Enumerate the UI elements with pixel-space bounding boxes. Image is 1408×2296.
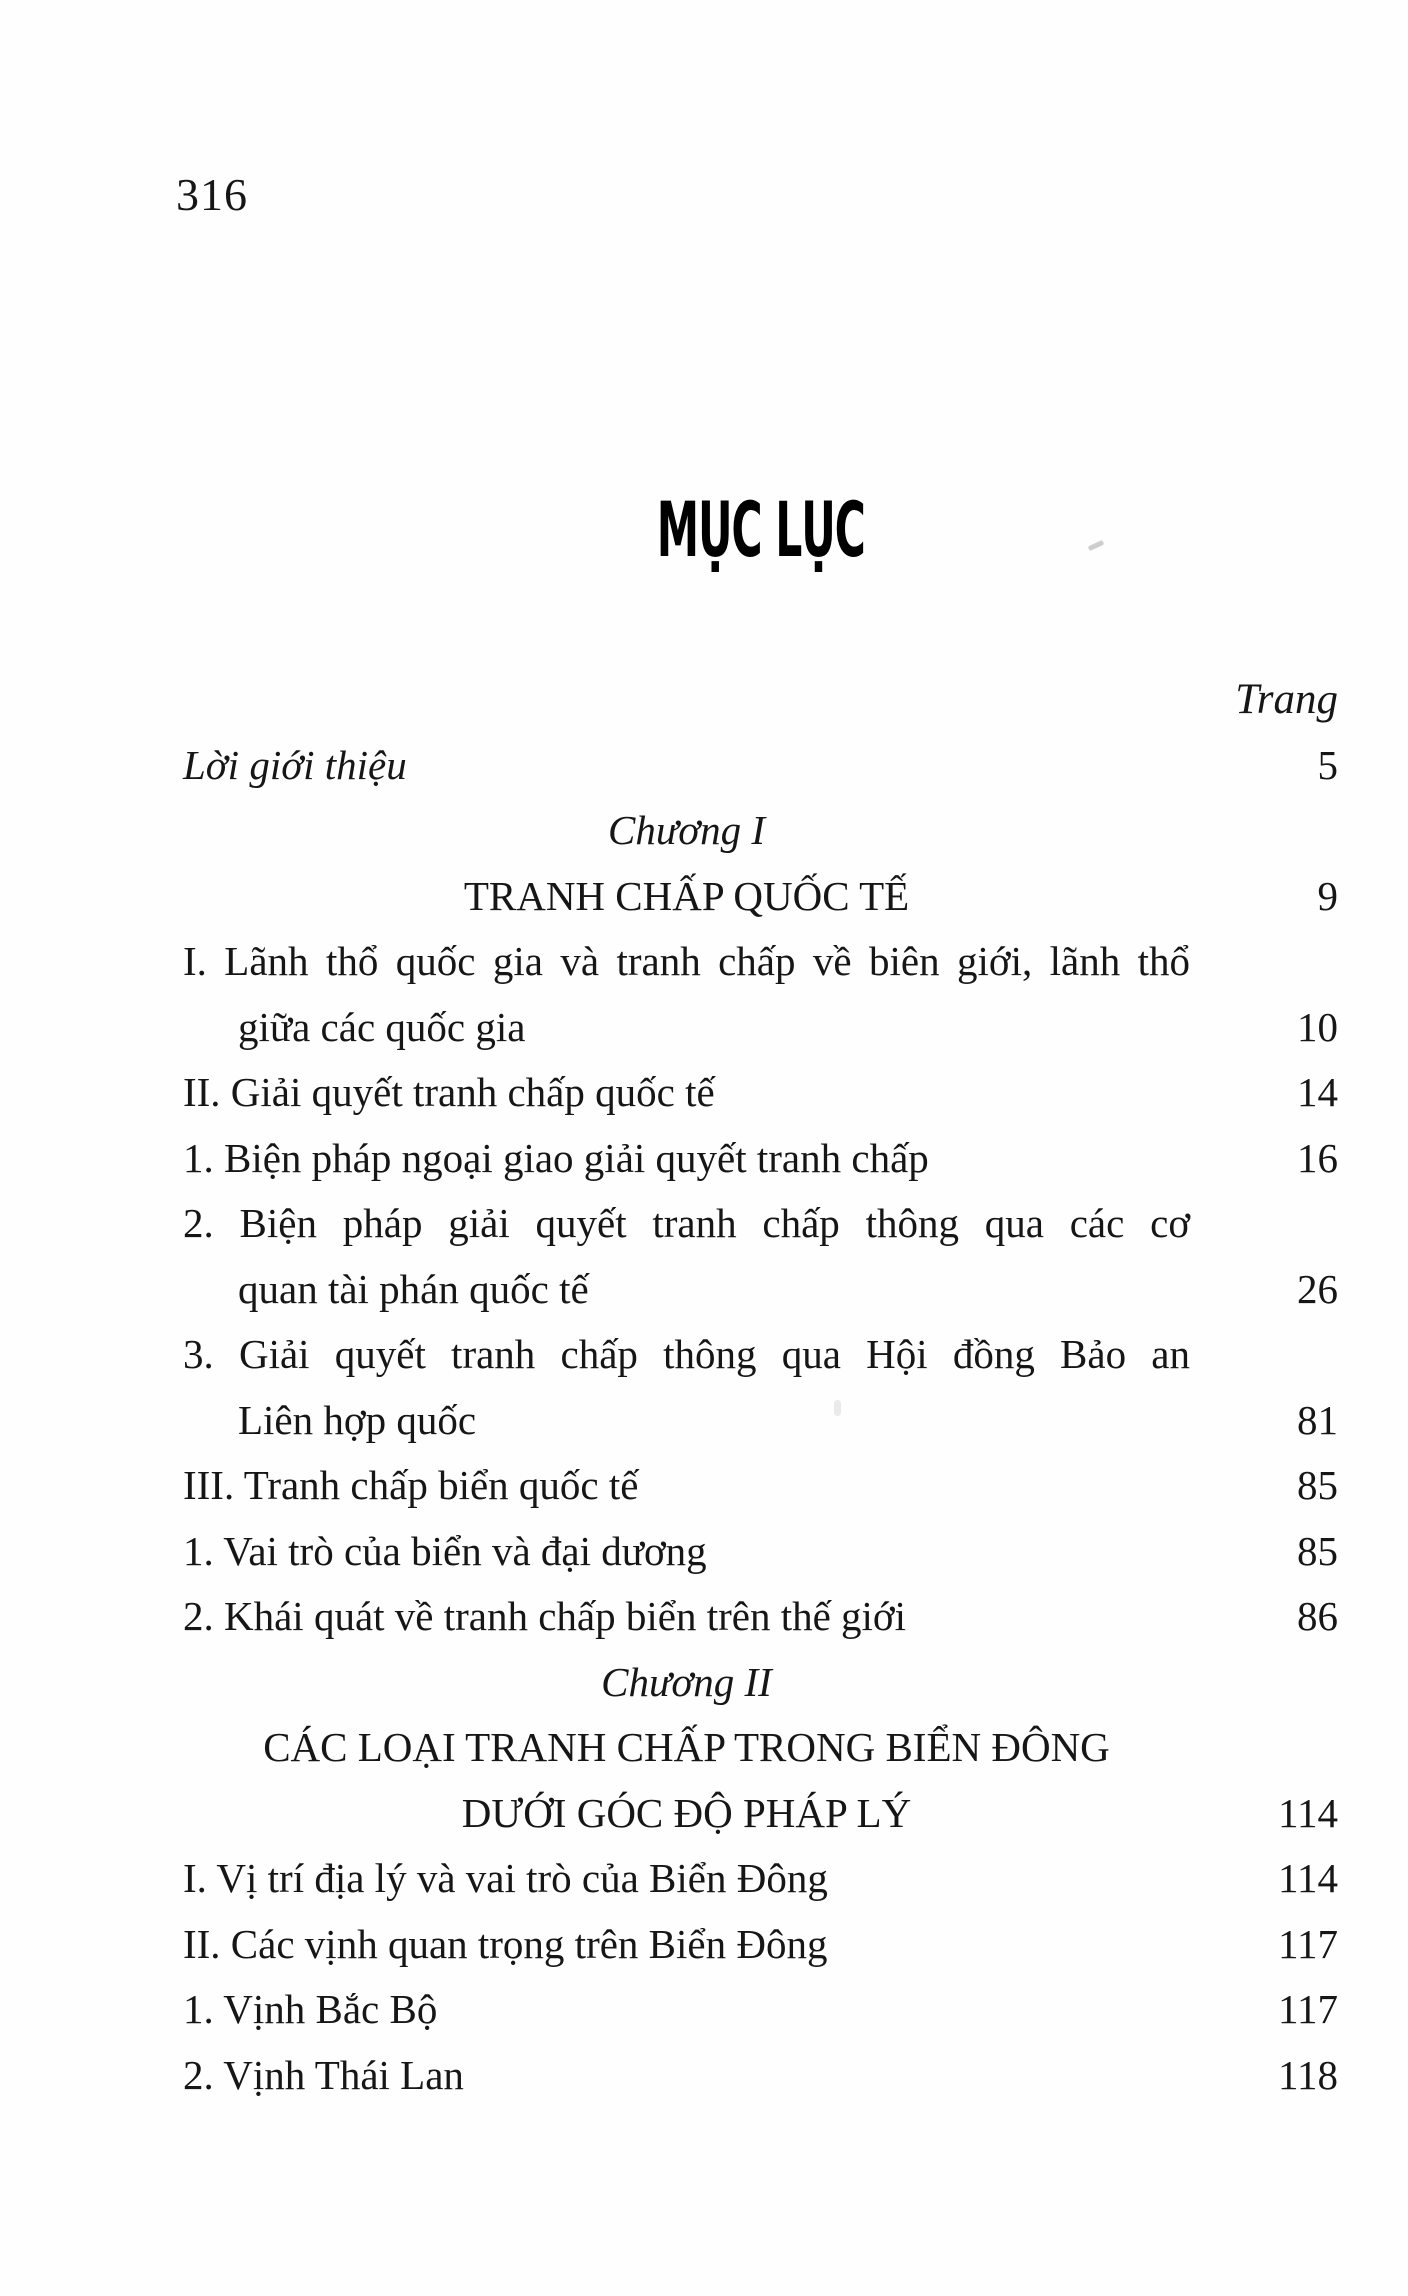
toc-list xyxy=(183,732,1338,2108)
toc-row xyxy=(183,1060,1338,1126)
toc-row xyxy=(183,1846,1338,1912)
toc-entry-page: 5 xyxy=(1317,741,1338,788)
toc-row xyxy=(183,1715,1338,1781)
toc-row xyxy=(183,1518,1338,1584)
toc-entry-page: 10 xyxy=(1297,1003,1338,1050)
toc-row xyxy=(183,1322,1338,1388)
toc-entry-page: 85 xyxy=(1297,1462,1338,1509)
toc-entry-text: quan tài phán quốc tế xyxy=(238,1265,589,1312)
toc-entry-page: 26 xyxy=(1297,1265,1338,1312)
toc-entry-text: II. Giải quyết tranh chấp quốc tế xyxy=(183,1069,715,1116)
toc-entry-page: 9 xyxy=(1317,872,1338,919)
toc-entry-text: 2. Khái quát về tranh chấp biển trên thế giới xyxy=(183,1593,907,1640)
toc-entry-text: Lời giới thiệu xyxy=(183,741,407,788)
toc-entry-text: Chương I xyxy=(608,807,765,854)
toc-entry-text: Chương II xyxy=(601,1658,772,1705)
toc-entry-text: II. Các vịnh quan trọng trên Biển Đông xyxy=(183,1920,828,1967)
toc-entry-text: 3. Giải quyết tranh chấp thông qua Hội đồng Bảo an xyxy=(183,1331,1190,1378)
toc-entry-text: I. Vị trí địa lý và vai trò của Biển Đông xyxy=(183,1855,828,1902)
toc-entry-text: 2. Biện pháp giải quyết tranh chấp thông qua các cơ xyxy=(183,1200,1190,1247)
toc-entry-text: 1. Biện pháp ngoại giao giải quyết tranh chấp xyxy=(183,1134,929,1181)
toc-entry-text: Liên hợp quốc xyxy=(238,1396,477,1443)
toc-row xyxy=(183,1977,1338,2043)
toc-entry-text: III. Tranh chấp biển quốc tế xyxy=(183,1462,639,1509)
toc-entry-page: 114 xyxy=(1278,1855,1338,1902)
toc-entry-text: 1. Vịnh Bắc Bộ xyxy=(183,1986,438,2033)
toc-row xyxy=(183,1453,1338,1519)
folio-page-number: 316 xyxy=(176,169,248,220)
toc-row xyxy=(183,1584,1338,1650)
toc-row xyxy=(183,1649,1338,1715)
toc-row xyxy=(183,1125,1338,1191)
page-column-header: Trang xyxy=(1235,676,1338,723)
toc-entry-page: 86 xyxy=(1297,1593,1338,1640)
toc-row xyxy=(183,1911,1338,1977)
toc-entry-text: giữa các quốc gia xyxy=(238,1003,526,1050)
toc-row xyxy=(183,863,1338,929)
toc-row xyxy=(183,929,1338,995)
toc-row xyxy=(183,1191,1338,1257)
toc-entry-page: 16 xyxy=(1297,1134,1338,1181)
toc-entry-text: TRANH CHẤP QUỐC TẾ xyxy=(463,872,910,919)
toc-row xyxy=(183,1387,1338,1453)
toc-entry-page: 81 xyxy=(1297,1396,1338,1443)
toc-row xyxy=(183,994,1338,1060)
toc-row xyxy=(183,798,1338,864)
toc-title: MỤC LỤC xyxy=(656,485,865,574)
toc-entry-page: 117 xyxy=(1278,1986,1338,2033)
toc-title-wrap xyxy=(183,485,1338,574)
toc-entry-text: I. Lãnh thổ quốc gia và tranh chấp về biên giới, lãnh thổ xyxy=(183,938,1190,985)
toc-entry-page: 14 xyxy=(1297,1069,1338,1116)
toc-entry-page: 117 xyxy=(1278,1920,1338,1967)
toc-entry-page: 118 xyxy=(1278,2051,1338,2098)
toc-entry-text: 1. Vai trò của biển và đại dương xyxy=(183,1527,707,1574)
toc-row xyxy=(183,1256,1338,1322)
toc-entry-text: CÁC LOẠI TRANH CHẤP TRONG BIỂN ĐÔNG xyxy=(263,1724,1110,1771)
toc-entry-page: 114 xyxy=(1278,1789,1338,1836)
toc-row xyxy=(183,732,1338,798)
toc-row xyxy=(183,2042,1338,2108)
toc-entry-text: DƯỚI GÓC ĐỘ PHÁP LÝ xyxy=(461,1789,912,1836)
toc-entry-text: 2. Vịnh Thái Lan xyxy=(183,2051,464,2098)
toc-entry-page: 85 xyxy=(1297,1527,1338,1574)
toc-row xyxy=(183,1780,1338,1846)
